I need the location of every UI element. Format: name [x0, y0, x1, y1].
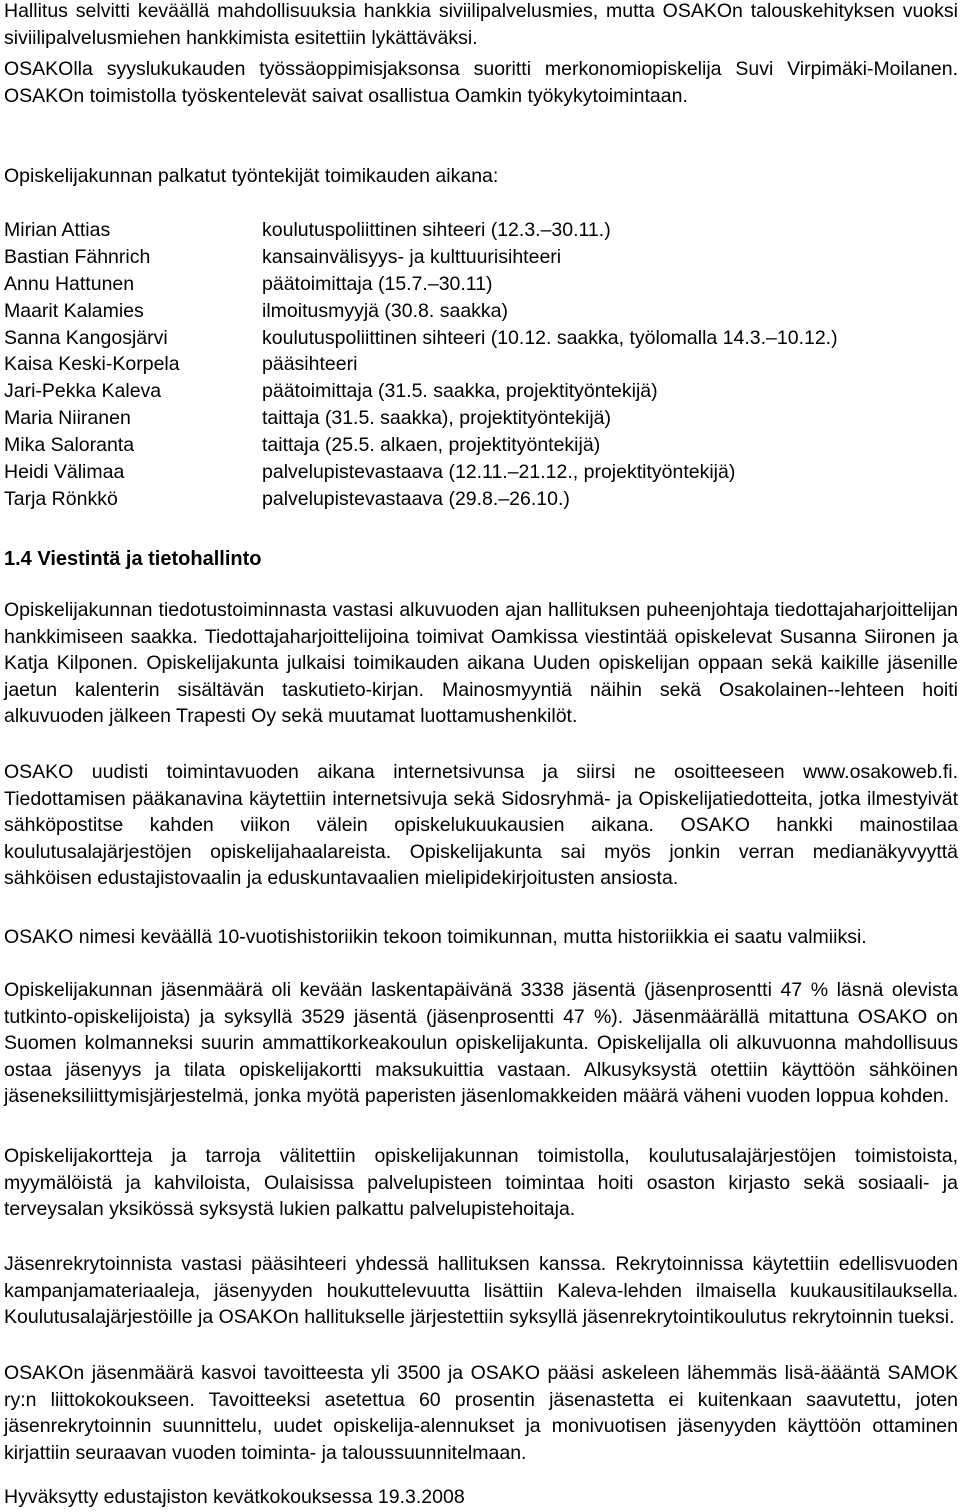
- paragraph-communications: Opiskelijakunnan tiedotustoiminnasta vastasi alkuvuoden ajan hallituksen puheenjohtaja tiedottajaharjoittelijan hankkimiseen saakka. Tiedottajaharjoittelijoina toimivat Oamkissa viestintää opiskelevat Susanna Siironen ja Katja Kilponen. Opiskelijakunta julkaisi toimikauden aikana Uuden opiskelijan oppaan sekä kaikille jäsenille jaetun kalenterin sisältävän taskutieto-kirjan. Mainosmyyntiä näihin sekä Osakolainen--lehteen hoiti alkuvuoden jälkeen Trapesti Oy sekä muutamat luottamushenkilöt.: [4, 599, 958, 727]
- paragraph-membership: Opiskelijakunnan jäsenmäärä oli kevään laskentapäivänä 3338 jäsentä (jäsenprosentti 47 % läsnä olevista tutkinto-opiskelijoista) ja syksyllä 3529 jäsentä (jäsenprosentti 47 %). Jäsenmäärällä mitattuna OSAKO on Suomen kolmanneksi suurin ammattikorkeakoulun opiskelijakunta. Opiskelijalla oli alkuvuonna mahdollisuus ostaa jäsenyys ja tilata opiskelijakortti maksukuittia vastaan. Alkusyksystä otettiin käyttöön sähköinen jäseneksiliittymisjärjestelmä, jonka myötä paperisten jäsenlomakkeiden määrä väheni vuoden loppua kohden.: [4, 979, 958, 1107]
- staff-row: [4, 378, 958, 405]
- staff-name: Annu Hattunen: [4, 272, 135, 295]
- section-heading: 1.4 Viestintä ja tietohallinto: [4, 548, 262, 570]
- paragraph-member-growth: OSAKOn jäsenmäärä kasvoi tavoitteesta yli 3500 ja OSAKO pääsi askeleen lähemmäs lisä-äääntä SAMOK ry:n liittokokoukseen. Tavoitteeksi asetettua 60 prosentin jäsenastetta ei kuitenkaan saavutettu, joten jäsenrekrytoinnin suunnittelu, uudet opiskelija-alennukset ja monivuotisen jäsenyyden käyttöön ottaminen kirjattiin seuraavan vuoden toiminta- ja taloussuunnitelmaan.: [4, 1362, 958, 1464]
- staff-name: Mika Saloranta: [4, 434, 135, 457]
- staff-intro: Opiskelijakunnan palkatut työntekijät toimikauden aikana:: [4, 165, 499, 187]
- staff-role: päätoimittaja (15.7.–30.11): [262, 272, 493, 295]
- staff-row: [4, 217, 958, 244]
- staff-name: Kaisa Keski-Korpela: [4, 353, 180, 376]
- paragraph-internship: OSAKOlla syyslukukauden työssäoppimisjaksonsa suoritti merkonomiopiskelija Suvi Virpimäki-Moilanen. OSAKOn toimistolla työskentelevät saivat osallistua Oamkin työkykytoimintaan.: [4, 58, 958, 107]
- staff-name: Bastian Fähnrich: [4, 245, 151, 268]
- staff-row: [4, 244, 958, 271]
- staff-row: [4, 298, 958, 325]
- paragraph-civilian-service: Hallitus selvitti keväällä mahdollisuuksia hankkia siviilipalvelusmies, mutta OSAKOn talouskehityksen vuoksi siviilipalvelusmiehen hankkimista esitettiin lykättäväksi.: [4, 0, 958, 49]
- staff-role: kansainvälisyys- ja kulttuurisihteeri: [262, 245, 562, 268]
- staff-row: [4, 432, 958, 459]
- staff-role: päätoimittaja (31.5. saakka, projektityöntekijä): [262, 380, 658, 403]
- staff-row: [4, 325, 958, 352]
- staff-role: koulutuspoliittinen sihteeri (10.12. saakka, työlomalla 14.3.–10.12.): [262, 326, 838, 349]
- paragraph-recruitment: Jäsenrekrytoinnista vastasi pääsihteeri yhdessä hallituksen kanssa. Rekrytoinnissa käytettiin edellisvuoden kampanjamateriaaleja, jäsenyyden houkuttelevuutta lisättiin Kaleva-lehden ilmaisella kuukausitilauksella. Koulutusalajärjestöille ja OSAKOn hallitukselle järjestettiin syksyllä jäsenrekrytointikoulutus rekrytoinnin tueksi.: [4, 1253, 958, 1328]
- staff-name: Tarja Rönkkö: [4, 487, 118, 510]
- staff-name: Heidi Välimaa: [4, 461, 125, 484]
- paragraph-website: OSAKO uudisti toimintavuoden aikana internetsivunsa ja siirsi ne osoitteeseen www.osakoweb.fi. Tiedottamisen pääkanavina käytettiin internetsivuja sekä Sidosryhmä- ja Opiskelijatiedotteita, jotka ilmestyivät sähköpostitse kahden viikon välein opiskelukuukausien aikana. OSAKO hankki mainostilaa koulutusalajärjestöjen opiskelijahaalareista. Opiskelijakunta sai myös jonkin verran medianäkyvyyttä sähköisen edustajistovaalin ja eduskuntavaalien mielipidekirjoitusten ansiosta.: [4, 761, 958, 889]
- staff-role: taittaja (31.5. saakka), projektityöntekijä): [262, 407, 612, 430]
- staff-name: Mirian Attias: [4, 219, 111, 241]
- staff-role: palvelupistevastaava (29.8.–26.10.): [262, 487, 570, 510]
- paragraph-cards: Opiskelijakortteja ja tarroja välitettiin opiskelijakunnan toimistolla, koulutusalajärjestöjen toimistoista, myymälöistä ja kahviloista, Oulaisissa palvelupisteen toimintaa hoiti osaston kirjasto sekä sosiaali- ja terveysalan yksikössä syksystä lukien palkattu palvelupistehoitaja.: [4, 1145, 958, 1220]
- staff-name: Sanna Kangosjärvi: [4, 326, 168, 349]
- paragraph-history: OSAKO nimesi keväällä 10-vuotishistoriikin tekoon toimikunnan, mutta historiikkia ei saatu valmiiksi.: [4, 926, 867, 948]
- staff-name: Jari-Pekka Kaleva: [4, 380, 162, 403]
- staff-role: pääsihteeri: [262, 353, 358, 376]
- staff-role: koulutuspoliittinen sihteeri (12.3.–30.11.): [262, 219, 611, 241]
- staff-row: [4, 271, 958, 298]
- footer-approval: Hyväksytty edustajiston kevätkokouksessa 19.3.2008: [4, 1486, 465, 1508]
- staff-role: ilmoitusmyyjä (30.8. saakka): [262, 299, 508, 322]
- staff-name: Maria Niiranen: [4, 407, 131, 430]
- staff-row: [4, 486, 958, 513]
- staff-name: Maarit Kalamies: [4, 299, 144, 322]
- staff-row: [4, 405, 958, 432]
- staff-list: [4, 217, 958, 513]
- staff-role: palvelupistevastaava (12.11.–21.12., projektityöntekijä): [262, 461, 736, 484]
- staff-role: taittaja (25.5. alkaen, projektityöntekijä): [262, 434, 601, 457]
- staff-row: [4, 351, 958, 378]
- staff-row: [4, 459, 958, 486]
